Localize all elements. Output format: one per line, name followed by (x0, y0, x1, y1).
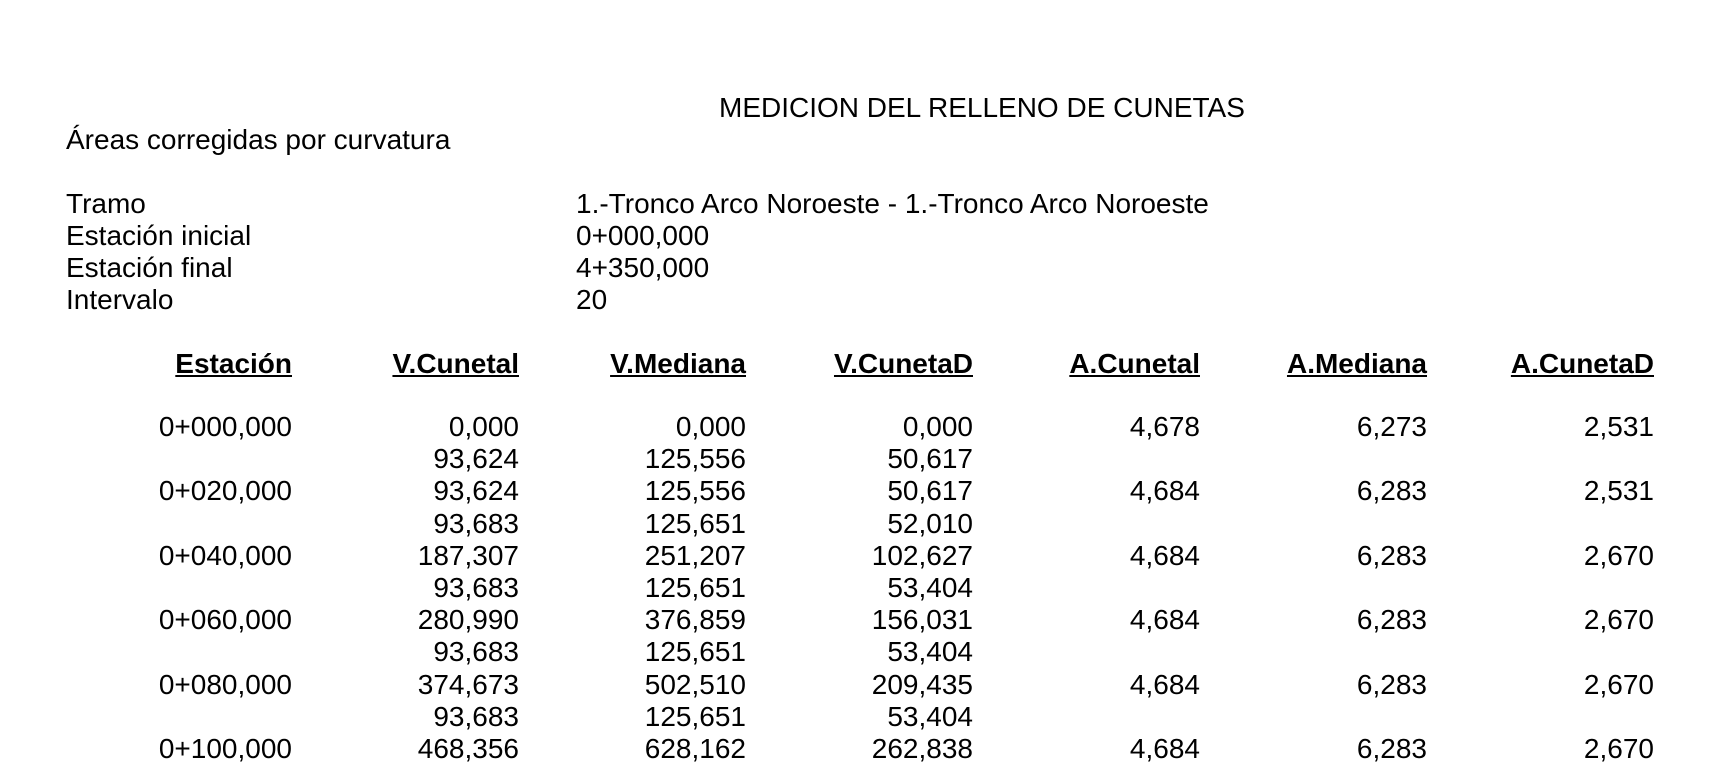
partial-v-cunetad-cell: 53,404 (887, 572, 973, 603)
column-header-v-cunetal: V.Cunetal (392, 348, 519, 379)
partial-v-mediana-cell: 125,651 (644, 700, 746, 732)
row-a-mediana-cell: 6,273 (1356, 411, 1427, 442)
info-value-estacion-final: 4+350,000 (576, 252, 710, 283)
row-a-mediana-cell: 6,283 (1356, 475, 1427, 507)
info-label-estacion-inicial: Estación inicial (66, 220, 252, 251)
info-label-intervalo: Intervalo (66, 284, 174, 315)
column-header-a-cunetal: A.Cunetal (1069, 348, 1200, 379)
row-a-cunetal-cell: 4,684 (1129, 604, 1200, 636)
row-v-mediana-cell: 0,000 (675, 411, 746, 442)
row-a-cunetal-cell: 4,684 (1129, 668, 1200, 700)
row-v-mediana-cell: 628,162 (644, 733, 746, 764)
row-v-cunetal-cell: 93,624 (433, 475, 519, 507)
row-v-cunetal-cell: 374,673 (417, 668, 519, 700)
partial-v-cunetal-cell: 93,624 (433, 443, 519, 475)
partial-v-cunetad-cell: 53,404 (887, 636, 973, 668)
row-a-cunetad-cell: 2,670 (1583, 733, 1654, 764)
row-v-cunetad-cell: 156,031 (871, 604, 973, 636)
row-v-cunetad-cell: 0,000 (902, 411, 973, 442)
partial-v-cunetad-cell: 50,617 (887, 443, 973, 475)
partial-v-cunetad-cell: 53,404 (887, 700, 973, 732)
column-header-a-cunetad: A.CunetaD (1510, 348, 1654, 379)
partial-v-mediana-cell: 125,556 (644, 443, 746, 475)
row-a-mediana-cell: 6,283 (1356, 539, 1427, 571)
report-title: MEDICION DEL RELLENO DE CUNETAS (719, 92, 1245, 123)
info-label-tramo: Tramo (66, 188, 146, 219)
row-v-mediana-cell: 125,556 (644, 475, 746, 507)
row-a-cunetal-cell: 4,678 (1129, 411, 1200, 442)
row-estacion-cell: 0+060,000 (158, 604, 292, 636)
row-v-cunetad-cell: 262,838 (871, 733, 973, 764)
row-a-mediana-cell: 6,283 (1356, 733, 1427, 764)
row-v-cunetad-cell: 102,627 (871, 539, 973, 571)
row-v-cunetad-cell: 209,435 (871, 668, 973, 700)
row-a-cunetad-cell: 2,670 (1583, 539, 1654, 571)
column-header-v-mediana: V.Mediana (610, 348, 746, 379)
partial-v-cunetal-cell: 93,683 (433, 700, 519, 732)
row-a-mediana-cell: 6,283 (1356, 668, 1427, 700)
row-v-mediana-cell: 502,510 (644, 668, 746, 700)
row-estacion-cell: 0+080,000 (158, 668, 292, 700)
row-v-cunetal-cell: 468,356 (417, 733, 519, 764)
info-value-tramo: 1.-Tronco Arco Noroeste - 1.-Tronco Arco Noroeste (576, 188, 1209, 219)
info-label-estacion-final: Estación final (66, 252, 233, 283)
row-estacion-cell: 0+020,000 (158, 475, 292, 507)
row-v-cunetad-cell: 50,617 (887, 475, 973, 507)
row-a-cunetal-cell: 4,684 (1129, 539, 1200, 571)
partial-v-mediana-cell: 125,651 (644, 507, 746, 539)
partial-v-cunetal-cell: 93,683 (433, 507, 519, 539)
row-a-cunetad-cell: 2,670 (1583, 668, 1654, 700)
row-a-cunetad-cell: 2,670 (1583, 604, 1654, 636)
report-subtitle: Áreas corregidas por curvatura (66, 124, 451, 155)
row-estacion-cell: 0+000,000 (158, 411, 292, 442)
row-a-cunetal-cell: 4,684 (1129, 475, 1200, 507)
partial-v-cunetal-cell: 93,683 (433, 636, 519, 668)
partial-v-cunetal-cell: 93,683 (433, 572, 519, 603)
row-v-cunetal-cell: 187,307 (417, 539, 519, 571)
row-v-mediana-cell: 251,207 (644, 539, 746, 571)
row-estacion-cell: 0+100,000 (158, 733, 292, 764)
partial-v-mediana-cell: 125,651 (644, 636, 746, 668)
row-v-cunetal-cell: 0,000 (448, 411, 519, 442)
row-a-cunetal-cell: 4,684 (1129, 733, 1200, 764)
row-a-cunetad-cell: 2,531 (1583, 475, 1654, 507)
partial-v-cunetad-cell: 52,010 (887, 507, 973, 539)
info-value-intervalo: 20 (576, 284, 608, 315)
column-header-a-mediana: A.Mediana (1286, 348, 1427, 379)
info-value-estacion-inicial: 0+000,000 (576, 220, 710, 251)
row-a-mediana-cell: 6,283 (1356, 604, 1427, 636)
row-estacion-cell: 0+040,000 (158, 539, 292, 571)
partial-v-mediana-cell: 125,651 (644, 572, 746, 603)
row-v-mediana-cell: 376,859 (644, 604, 746, 636)
row-v-cunetal-cell: 280,990 (417, 604, 519, 636)
column-header-estacion: Estación (175, 348, 292, 379)
column-header-v-cunetad: V.CunetaD (833, 348, 973, 379)
row-a-cunetad-cell: 2,531 (1583, 411, 1654, 442)
